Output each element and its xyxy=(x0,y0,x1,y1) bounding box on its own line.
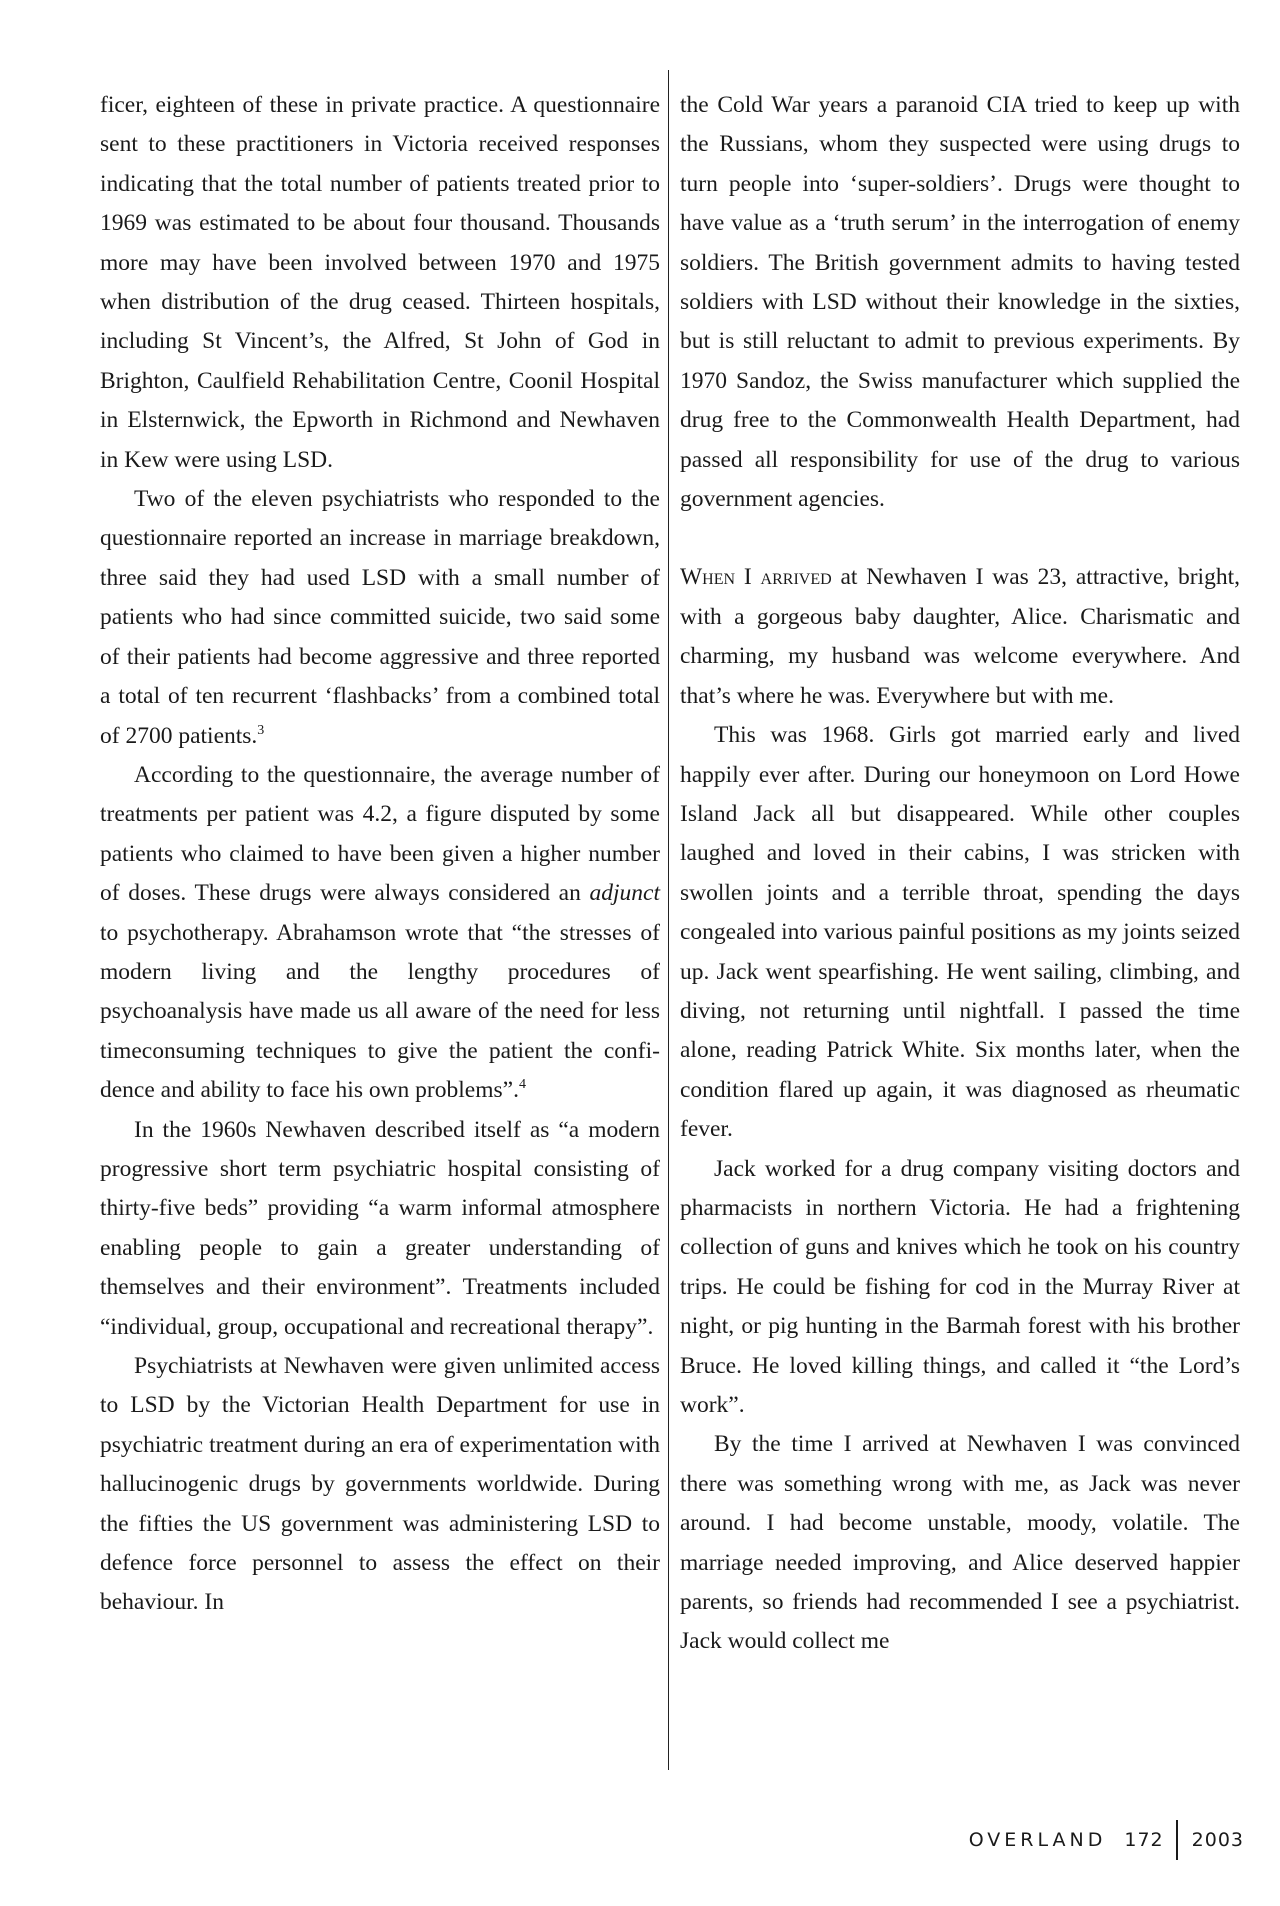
paragraph-text: According to the questionnaire, the average number of treatments per patient was 4.2, a figure disputed by some patients who claimed to have been given a higher number of doses. These drugs were always considered an xyxy=(100,761,660,907)
paragraph xyxy=(100,480,660,756)
publication-year: 2003 xyxy=(1191,1829,1244,1851)
paragraph: ficer, eighteen of these in private practice. A questionnaire sent to these practitioners in Victoria received responses indicating that the total number of patients treated prior to 1969 was estimated to be about four thousand. Thousands more may have been involved between 1970 and 1975 when distribution of the drug ceased. Thirteen hospitals, including St Vincent’s, the Alfred, St John of God in Brighton, Caulfield Rehabilitation Centre, Coonil Hospital in Elsternwick, the Epworth in Richmond and Newhaven in Kew were using LSD. xyxy=(100,92,660,473)
paragraph: In the 1960s Newhaven described itself as “a modern progressive short term psychiatric hospital consisting of thirty-five beds” providing “a warm informal atmosphere enabling people to gain a greater understanding of themselves and their environment”. Treatments included “individual, group, occupational and recreational therapy”. xyxy=(100,1116,660,1340)
right-column xyxy=(680,86,1240,1662)
footnote-marker: 4 xyxy=(518,1077,526,1093)
paragraph: By the time I arrived at Newhaven I was convinced there was something wrong with me, as Jack was never around. I had become unstable, moody, volatile. The marriage needed improving, and Alice deserved happier parents, so friends had recommended I see a psychiatrist. Jack would collect me xyxy=(680,1431,1240,1655)
paragraph-text: at Newhaven I was 23, attractive, bright, with a gorgeous baby daughter, Alice. Charismatic and charming, my husband was welcome everywhere. And that’s where he was. Everywhere but with me. xyxy=(680,564,1240,709)
section-lead-in: When I arrived xyxy=(680,564,832,591)
paragraph: This was 1968. Girls got married early and lived happily ever after. During our honeymoon on Lord Howe Island Jack all but disappeared. While other couples laughed and loved in their cabins, I was stricken with swollen joints and a terrible throat, spending the days congealed into various painful positions as my joints seized up. Jack went spearfishing. He went sailing, climbing, and diving, not returning until nightfall. I passed the time alone, reading Patrick White. Six months later, when the condition flared up again, it was diagnosed as rheumatic fever. xyxy=(680,722,1240,1143)
footnote-marker: 3 xyxy=(257,722,265,738)
paragraph-text: to psychotherapy. Abrahamson wrote that “the stresses of modern living and the lengthy procedures of psychoanalysis have made us all aware of the need for less timeconsuming techniques to give the patient the confidence and ability to face his own problems”. xyxy=(100,919,660,1104)
issue-number: 172 xyxy=(1124,1829,1164,1851)
column-divider xyxy=(668,70,669,1770)
paragraph-text: Two of the eleven psychiatrists who responded to the questionnaire reported an increase in marriage breakdown, three said they had used LSD with a small number of patients who had since committed suicide, two said some of their patients had become aggressive and three reported a total of ten recurrent ‘flashbacks’ from a combined total of 2700 patients. xyxy=(100,486,660,749)
journal-name: OVERLAND xyxy=(968,1829,1107,1851)
left-column xyxy=(100,86,660,1623)
section-opening-paragraph xyxy=(680,558,1240,716)
page-footer xyxy=(969,1820,1244,1860)
paragraph: the Cold War years a paranoid CIA tried to keep up with the Russians, whom they suspected were using drugs to turn people into ‘super-soldiers’. Drugs were thought to have value as a ‘truth serum’ in the interrogation of enemy soldiers. The British government admits to having tested soldiers with LSD without their knowledge in the sixties, but is still reluctant to admit to previous experiments. By 1970 Sandoz, the Swiss manufacturer which supplied the drug free to the Commonwealth Health Department, had passed all responsibility for use of the drug to various government agencies. xyxy=(680,92,1240,513)
footer-divider xyxy=(1176,1820,1178,1860)
paragraph: Jack worked for a drug company visiting doctors and pharmacists in northern Victoria. He had a frightening collection of guns and knives which he took on his country trips. He could be fishing for cod in the Murray River at night, or pig hunting in the Barmah forest with his brother Bruce. He loved killing things, and called it “the Lord’s work”. xyxy=(680,1155,1240,1418)
paragraph xyxy=(100,756,660,1111)
emphasis-text: adjunct xyxy=(589,880,660,907)
paragraph: Psychiatrists at Newhaven were given unlimited access to LSD by the Victorian Health Department for use in psychiatric treatment during an era of experimentation with hallucinogenic drugs by governments worldwide. During the fifties the US government was administering LSD to defence force personnel to assess the effect on their behaviour. In xyxy=(100,1353,660,1616)
